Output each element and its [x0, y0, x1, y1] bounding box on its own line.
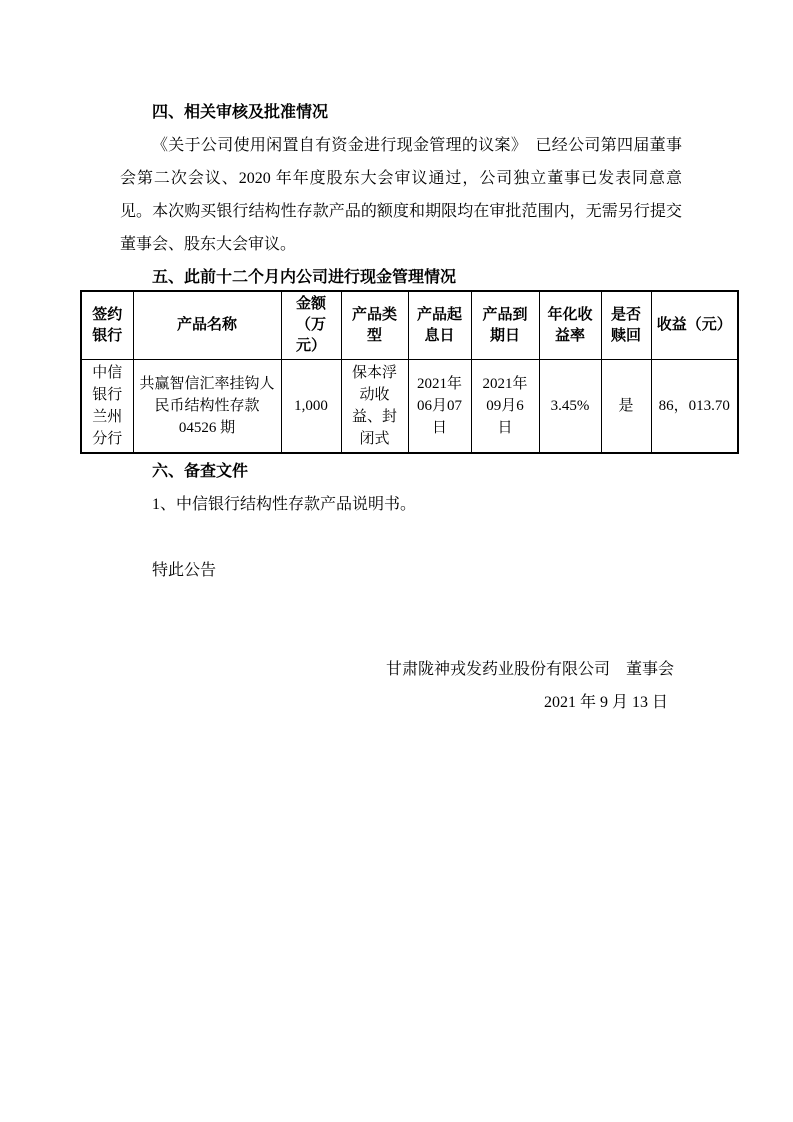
- cell-product-type: 保本浮动收益、封闭式: [341, 360, 408, 454]
- cell-yield-rate: 3.45%: [539, 360, 601, 454]
- cell-start-date: 2021年06月07日: [408, 360, 471, 454]
- cell-income: 86，013.70: [651, 360, 738, 454]
- reference-document-item: 1、中信银行结构性存款产品说明书。: [152, 496, 417, 513]
- section4-paragraph: 《关于公司使用闲置自有资金进行现金管理的议案》 已经公司第四届董事会第二次会议、2020 年年度股东大会审议通过，公司独立董事已发表同意意见。本次购买银行结构性存款产品的额度和期限均在审批范围内，无需另行提交董事会、股东大会审议。: [120, 137, 682, 253]
- section6-heading: 六、备查文件: [152, 463, 249, 480]
- table-header-yield-rate: 年化收益率: [539, 291, 601, 360]
- table-header-start-date: 产品起息日: [408, 291, 471, 360]
- table-header-amount: 金额（万元）: [281, 291, 341, 360]
- section5-heading: 五、此前十二个月内公司进行现金管理情况: [152, 269, 457, 286]
- cash-management-table: [80, 290, 739, 454]
- signature-date: 2021 年 9 月 13 日: [543, 694, 668, 711]
- cell-product-name: 共赢智信汇率挂钩人民币结构性存款04526 期: [133, 360, 281, 454]
- signature-company: 甘肃陇神戎发药业股份有限公司 董事会: [385, 661, 674, 678]
- cell-redeemed: 是: [601, 360, 651, 454]
- table-header-bank: 签约银行: [81, 291, 133, 360]
- table-header-maturity-date: 产品到期日: [471, 291, 539, 360]
- table-header-product-type: 产品类型: [341, 291, 408, 360]
- table-header-income: 收益（元）: [651, 291, 738, 360]
- section4-heading: 四、相关审核及批准情况: [152, 104, 329, 121]
- cell-bank: 中信银行兰州分行: [81, 360, 133, 454]
- closing-announcement: 特此公告: [152, 562, 217, 579]
- table-header-product-name: 产品名称: [133, 291, 281, 360]
- table-row: [81, 360, 738, 454]
- cell-amount: 1,000: [281, 360, 341, 454]
- table-header-row: [81, 291, 738, 360]
- signature-block: [120, 653, 682, 719]
- document-content: [92, 96, 732, 719]
- cell-maturity-date: 2021年09月6日: [471, 360, 539, 454]
- table-header-redeemed: 是否赎回: [601, 291, 651, 360]
